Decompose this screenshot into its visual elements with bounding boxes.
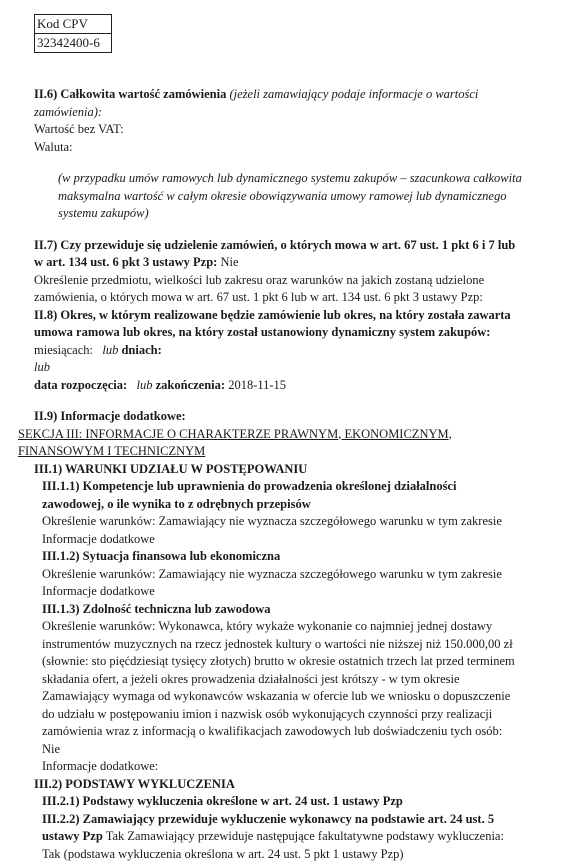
ii7-title: II.7) Czy przewiduje się udzielenie zamówień, o których mowa w art. 67 ust. 1 pkt 6 i 7 lub — [34, 237, 516, 252]
cpv-header: Kod CPV — [37, 16, 88, 31]
ii6-note-line: systemu zakupów) — [58, 206, 149, 220]
iii11-conditions: Określenie warunków: Zamawiający nie wyznacza szczegółowego warunku w tym zakresie — [42, 514, 502, 528]
cpv-code-box — [34, 14, 112, 53]
ii8-start: data rozpoczęcia: — [34, 377, 128, 392]
iii22-last: Tak (podstawa wykluczenia określona w art. 24 ust. 5 pkt 1 ustawy Pzp) — [42, 846, 404, 861]
ii6-note-line: maksymalna wartość w całym okresie obowiązywania umowy ramowej lub dynamicznego — [58, 188, 507, 203]
sec3-title-cont: FINANSOWYM I TECHNICZNYM — [18, 444, 206, 458]
iii1-title: III.1) WARUNKI UDZIAŁU W POSTĘPOWANIU — [34, 461, 308, 476]
iii22-title: III.2.2) Zamawiający przewiduje wykluczenie wykonawcy na podstawie art. 24 ust. 5 — [42, 811, 495, 826]
iii11-title: III.1.1) Kompetencje lub uprawnienia do prowadzenia określonej działalności — [42, 479, 457, 493]
section-ii8 — [14, 307, 566, 395]
iii13-line: składania ofert, a jeżeli okres prowadzenia działalności jest krótszy - w tym okresie — [42, 671, 460, 686]
iii12-title: III.1.2) Sytuacja finansowa lub ekonomiczna — [42, 549, 281, 563]
iii13-line: Zamawiający wymaga od wykonawców wskazania w ofercie lub we wniosku o dopuszczenie — [42, 689, 511, 703]
document-body — [14, 86, 566, 863]
iii2-title: III.2) PODSTAWY WYKLUCZENIA — [34, 776, 235, 791]
section-ii6 — [14, 86, 566, 223]
ii8-months: miesiącach: — [34, 342, 93, 357]
ii9-title: II.9) Informacje dodatkowe: — [34, 409, 186, 423]
iii12-conditions: Określenie warunków: Zamawiający nie wyznacza szczegółowego warunku w tym zakresie — [42, 566, 502, 581]
iii13-line: Określenie warunków: Wykonawca, który wykaże wykonanie co najmniej jednej dostawy — [42, 619, 493, 633]
ii6-title: II.6) Całkowita wartość zamówienia — [34, 87, 227, 101]
ii6-note-line: (w przypadku umów ramowych lub dynamicznego systemu zakupów – szacunkowa całkowita — [58, 171, 522, 185]
iii13-answer: Nie — [42, 741, 61, 756]
ii7-title-cont: w art. 134 ust. 6 pkt 3 ustawy Pzp: — [34, 255, 218, 269]
ii7-desc-cont: zamówienia, o których mowa w art. 67 ust. 1 pkt 6 lub w art. 134 ust. 6 pkt 3 ustawy Pzp: — [34, 290, 483, 304]
ii8-end-date: 2018-11-15 — [228, 377, 287, 392]
ii8-or-2: lub — [136, 377, 153, 392]
ii6-note — [14, 170, 566, 223]
iii13-line: zamówienia wraz z informacją o kwalifikacjach zawodowych lub doświadczeniu tych osób: — [42, 724, 503, 738]
ii6-vat-label: Wartość bez VAT: — [34, 122, 124, 136]
iii22-text: Tak Zamawiający przewiduje następujące fakultatywne podstawy wykluczenia: — [105, 829, 504, 843]
iii13-title: III.1.3) Zdolność techniczna lub zawodowa — [42, 601, 271, 616]
section-iii — [14, 426, 566, 864]
ii8-title: II.8) Okres, w którym realizowane będzie zamówienie lub okres, na który została zawarta — [34, 307, 511, 322]
ii8-end: zakończenia: — [155, 377, 226, 392]
ii8-title-cont: umowa ramowa lub okres, na który został ustanowiony dynamiczny system zakupów: — [34, 325, 491, 339]
iii22-title-cont: ustawy Pzp — [42, 829, 103, 843]
iii21-title: III.2.1) Podstawy wykluczenia określone w art. 24 ust. 1 ustawy Pzp — [42, 794, 403, 808]
section-ii7 — [14, 237, 566, 307]
ii6-title-note: (jeżeli zamawiający podaje informacje o wartości — [229, 87, 479, 101]
iii13-line: do udziału w postępowaniu imion i nazwisk osób wykonujących czynności przy realizacji — [42, 706, 493, 721]
ii6-title-note-cont: zamówienia): — [34, 104, 103, 119]
iii11-title-cont: zawodowej, o ile wynika to z odrębnych przepisów — [42, 496, 311, 511]
ii8-days: dniach: — [121, 342, 162, 357]
ii8-or-line: lub — [34, 360, 50, 374]
iii13-conditions — [14, 618, 566, 776]
ii7-desc: Określenie przedmiotu, wielkości lub zakresu oraz warunków na jakich zostaną udzielone — [34, 272, 485, 287]
ii6-currency-label: Waluta: — [34, 139, 73, 154]
iii13-info: Informacje dodatkowe: — [42, 759, 159, 773]
sec3-title: SEKCJA III: INFORMACJE O CHARAKTERZE PRAWNYM, EKONOMICZNYM, — [18, 426, 452, 441]
iii13-line: instrumentów muzycznych na rzecz jednostek kultury o wartości nie niższej niż 150.000,00 zł — [42, 636, 513, 651]
iii12-info: Informacje dodatkowe — [42, 584, 155, 598]
ii7-answer: Nie — [220, 255, 239, 269]
iii13-line: (słownie: sto pięćdziesiąt tysięcy złotych) brutto w okresie ostatnich trzech lat przed terminem — [42, 654, 515, 668]
ii8-or: lub — [102, 342, 119, 357]
cpv-code: 32342400-6 — [35, 33, 111, 52]
iii11-info: Informacje dodatkowe — [42, 531, 155, 546]
